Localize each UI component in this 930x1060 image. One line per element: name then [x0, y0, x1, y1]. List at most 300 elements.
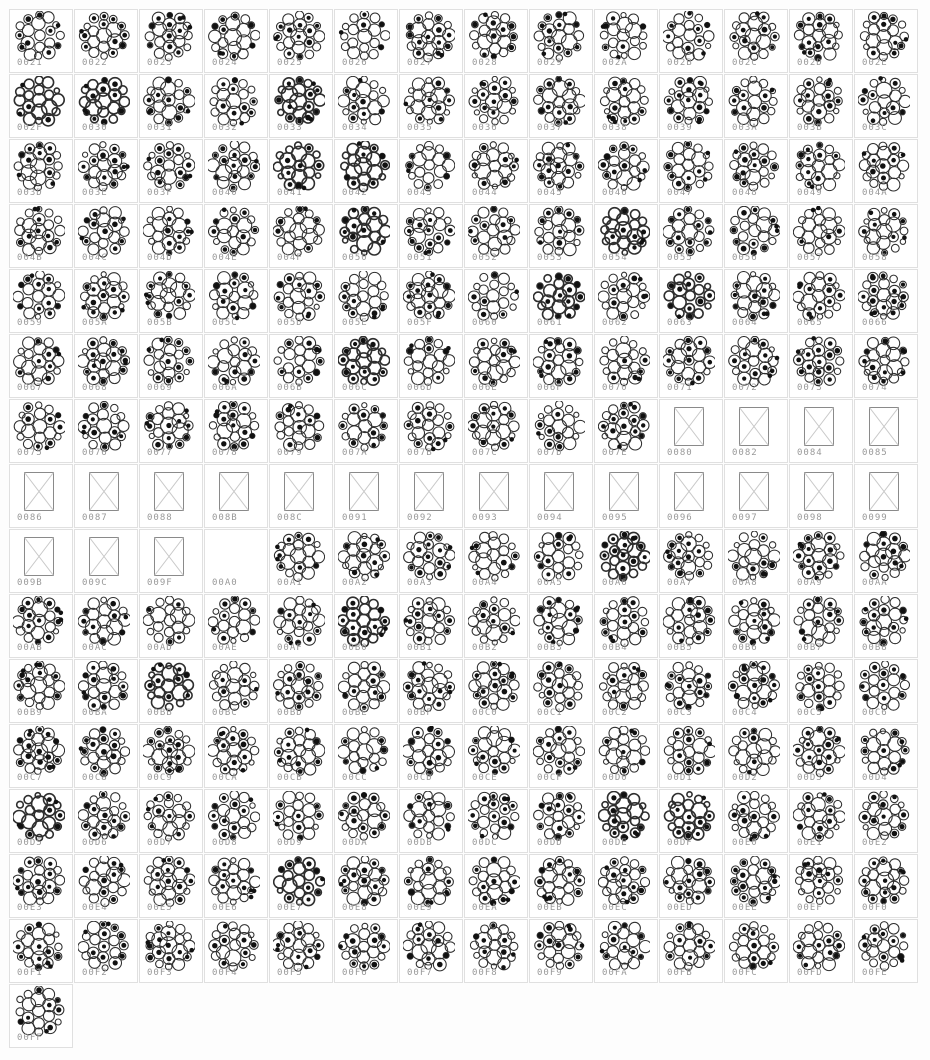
glyph-icon [13, 401, 65, 453]
codepoint-label: 0058 [862, 253, 888, 263]
glyph-cell-007B[interactable] [399, 399, 463, 463]
glyph-cell-0045[interactable] [529, 139, 593, 203]
glyph-cell-00FD[interactable] [789, 919, 853, 983]
glyph-icon [663, 271, 715, 323]
glyph-icon [78, 661, 130, 713]
glyph-cell-00D9[interactable] [269, 789, 333, 853]
codepoint-label: 00E1 [797, 838, 823, 848]
glyph-cell-00FA[interactable] [594, 919, 658, 983]
glyph-cell-0085[interactable] [854, 399, 918, 463]
glyph-cell-00BA[interactable] [74, 659, 138, 723]
codepoint-label: 00E4 [82, 903, 108, 913]
glyph-cell-00ED[interactable] [659, 854, 723, 918]
notdef-box-icon [13, 466, 65, 518]
glyph-cell-00F5[interactable] [269, 919, 333, 983]
glyph-cell-00A7[interactable] [659, 529, 723, 593]
glyph-cell-0039[interactable] [659, 74, 723, 138]
glyph-icon [858, 11, 910, 63]
glyph-cell-00EC[interactable] [594, 854, 658, 918]
glyph-cell-0080[interactable] [659, 399, 723, 463]
glyph-icon [78, 76, 130, 128]
glyph-cell-00D1[interactable] [659, 724, 723, 788]
glyph-cell-0037[interactable] [529, 74, 593, 138]
codepoint-label: 00E9 [407, 903, 433, 913]
codepoint-label: 004E [212, 253, 238, 263]
codepoint-label: 0091 [342, 513, 368, 523]
glyph-cell-00CF[interactable] [529, 724, 593, 788]
glyph-cell-0099[interactable] [854, 464, 918, 528]
glyph-cell-00B9[interactable] [9, 659, 73, 723]
glyph-icon [533, 531, 585, 583]
glyph-icon [468, 596, 520, 648]
glyph-cell-006C[interactable] [334, 334, 398, 398]
glyph-icon [338, 76, 390, 128]
codepoint-label: 0070 [602, 383, 628, 393]
glyph-cell-0046[interactable] [594, 139, 658, 203]
glyph-cell-0057[interactable] [789, 204, 853, 268]
glyph-icon [78, 401, 130, 453]
glyph-cell-00EB[interactable] [529, 854, 593, 918]
codepoint-label: 0061 [537, 318, 563, 328]
glyph-cell-007A[interactable] [334, 399, 398, 463]
glyph-cell-0048[interactable] [724, 139, 788, 203]
codepoint-label: 0021 [17, 58, 43, 68]
glyph-cell-002F[interactable] [9, 74, 73, 138]
glyph-cell-0029[interactable] [529, 9, 593, 73]
glyph-cell-00DB[interactable] [399, 789, 463, 853]
glyph-icon [468, 661, 520, 713]
glyph-cell-0062[interactable] [594, 269, 658, 333]
glyph-cell-00E0[interactable] [724, 789, 788, 853]
glyph-cell-00C1[interactable] [529, 659, 593, 723]
glyph-cell-00C7[interactable] [9, 724, 73, 788]
glyph-cell-0038[interactable] [594, 74, 658, 138]
glyph-cell-00BB[interactable] [139, 659, 203, 723]
glyph-cell-00A5[interactable] [529, 529, 593, 593]
glyph-cell-008B[interactable] [204, 464, 268, 528]
glyph-cell-00A2[interactable] [334, 529, 398, 593]
glyph-icon [858, 76, 910, 128]
glyph-cell-00DF[interactable] [659, 789, 723, 853]
codepoint-label: 00F7 [407, 968, 433, 978]
codepoint-label: 0051 [407, 253, 433, 263]
glyph-cell-00AF[interactable] [269, 594, 333, 658]
glyph-cell-0032[interactable] [204, 74, 268, 138]
codepoint-label: 0066 [862, 318, 888, 328]
glyph-cell-006A[interactable] [204, 334, 268, 398]
glyph-cell-0096[interactable] [659, 464, 723, 528]
codepoint-label: 0093 [472, 513, 498, 523]
glyph-cell-0074[interactable] [854, 334, 918, 398]
glyph-icon [858, 206, 910, 258]
glyph-cell-00F1[interactable] [9, 919, 73, 983]
notdef-box-icon [403, 466, 455, 518]
glyph-icon [793, 921, 845, 973]
glyph-cell-00FB[interactable] [659, 919, 723, 983]
glyph-cell-0064[interactable] [724, 269, 788, 333]
glyph-cell-00A1[interactable] [269, 529, 333, 593]
codepoint-label: 00CF [537, 773, 563, 783]
glyph-cell-0043[interactable] [399, 139, 463, 203]
glyph-cell-00BC[interactable] [204, 659, 268, 723]
glyph-cell-00AD[interactable] [139, 594, 203, 658]
glyph-cell-004D[interactable] [139, 204, 203, 268]
glyph-cell-0076[interactable] [74, 399, 138, 463]
glyph-cell-0093[interactable] [464, 464, 528, 528]
glyph-cell-00E2[interactable] [854, 789, 918, 853]
codepoint-label: 00B5 [667, 643, 693, 653]
codepoint-label: 00FA [602, 968, 628, 978]
glyph-cell-0078[interactable] [204, 399, 268, 463]
glyph-icon [858, 661, 910, 713]
glyph-cell-00E1[interactable] [789, 789, 853, 853]
glyph-cell-0025[interactable] [269, 9, 333, 73]
codepoint-label: 002C [732, 58, 758, 68]
glyph-cell-00C0[interactable] [464, 659, 528, 723]
glyph-cell-007C[interactable] [464, 399, 528, 463]
glyph-cell-0056[interactable] [724, 204, 788, 268]
glyph-cell-005D[interactable] [269, 269, 333, 333]
codepoint-label: 00F8 [472, 968, 498, 978]
codepoint-label: 00C6 [862, 708, 888, 718]
glyph-cell-00FE[interactable] [854, 919, 918, 983]
glyph-cell-0097[interactable] [724, 464, 788, 528]
glyph-cell-00E9[interactable] [399, 854, 463, 918]
codepoint-label: 004F [277, 253, 303, 263]
glyph-cell-00A0[interactable] [204, 529, 268, 593]
glyph-cell-0063[interactable] [659, 269, 723, 333]
glyph-cell-0092[interactable] [399, 464, 463, 528]
codepoint-label: 00AC [82, 643, 108, 653]
glyph-cell-0094[interactable] [529, 464, 593, 528]
glyph-cell-00F7[interactable] [399, 919, 463, 983]
glyph-cell-00FC[interactable] [724, 919, 788, 983]
codepoint-label: 0022 [82, 58, 108, 68]
codepoint-label: 0088 [147, 513, 173, 523]
glyph-cell-00CC[interactable] [334, 724, 398, 788]
glyph-icon [208, 11, 260, 63]
glyph-cell-004C[interactable] [74, 204, 138, 268]
glyph-cell-00D4[interactable] [854, 724, 918, 788]
glyph-cell-006E[interactable] [464, 334, 528, 398]
glyph-cell-0059[interactable] [9, 269, 73, 333]
glyph-cell-0050[interactable] [334, 204, 398, 268]
glyph-cell-00AB[interactable] [9, 594, 73, 658]
glyph-cell-00C3[interactable] [659, 659, 723, 723]
codepoint-label: 007B [407, 448, 433, 458]
codepoint-label: 00D6 [82, 838, 108, 848]
glyph-icon [403, 141, 455, 193]
glyph-cell-00E4[interactable] [74, 854, 138, 918]
glyph-cell-00A4[interactable] [464, 529, 528, 593]
glyph-cell-0031[interactable] [139, 74, 203, 138]
codepoint-label: 00F0 [862, 903, 888, 913]
glyph-cell-00CB[interactable] [269, 724, 333, 788]
glyph-cell-0077[interactable] [139, 399, 203, 463]
glyph-cell-00A8[interactable] [724, 529, 788, 593]
codepoint-label: 0025 [277, 58, 303, 68]
glyph-cell-00D8[interactable] [204, 789, 268, 853]
glyph-cell-0069[interactable] [139, 334, 203, 398]
glyph-cell-0042[interactable] [334, 139, 398, 203]
glyph-cell-0070[interactable] [594, 334, 658, 398]
glyph-cell-0086[interactable] [9, 464, 73, 528]
glyph-cell-003E[interactable] [74, 139, 138, 203]
glyph-cell-00AC[interactable] [74, 594, 138, 658]
codepoint-label: 00AE [212, 643, 238, 653]
codepoint-label: 006E [472, 383, 498, 393]
glyph-cell-008C[interactable] [269, 464, 333, 528]
glyph-cell-0053[interactable] [529, 204, 593, 268]
glyph-cell-003B[interactable] [789, 74, 853, 138]
glyph-cell-00B3[interactable] [529, 594, 593, 658]
glyph-cell-0087[interactable] [74, 464, 138, 528]
glyph-cell-0052[interactable] [464, 204, 528, 268]
glyph-cell-00B5[interactable] [659, 594, 723, 658]
glyph-icon [208, 856, 260, 908]
glyph-cell-0072[interactable] [724, 334, 788, 398]
glyph-cell-004F[interactable] [269, 204, 333, 268]
glyph-cell-00AE[interactable] [204, 594, 268, 658]
glyph-cell-00EA[interactable] [464, 854, 528, 918]
glyph-cell-0021[interactable] [9, 9, 73, 73]
glyph-cell-00E7[interactable] [269, 854, 333, 918]
glyph-cell-0028[interactable] [464, 9, 528, 73]
glyph-cell-00D6[interactable] [74, 789, 138, 853]
glyph-icon [403, 11, 455, 63]
glyph-cell-0068[interactable] [74, 334, 138, 398]
glyph-cell-0035[interactable] [399, 74, 463, 138]
codepoint-label: 0047 [667, 188, 693, 198]
codepoint-label: 0064 [732, 318, 758, 328]
glyph-cell-00BD[interactable] [269, 659, 333, 723]
glyph-icon [78, 206, 130, 258]
glyph-icon [403, 596, 455, 648]
glyph-icon [468, 856, 520, 908]
glyph-icon [468, 271, 520, 323]
glyph-cell-00B7[interactable] [789, 594, 853, 658]
codepoint-label: 004D [147, 253, 173, 263]
glyph-cell-00BF[interactable] [399, 659, 463, 723]
codepoint-label: 00DA [342, 838, 368, 848]
codepoint-label: 00CA [212, 773, 238, 783]
glyph-cell-0049[interactable] [789, 139, 853, 203]
glyph-cell-009C[interactable] [74, 529, 138, 593]
glyph-cell-006D[interactable] [399, 334, 463, 398]
glyph-cell-00DD[interactable] [529, 789, 593, 853]
glyph-cell-0065[interactable] [789, 269, 853, 333]
glyph-cell-00B6[interactable] [724, 594, 788, 658]
glyph-cell-00FF[interactable] [9, 984, 73, 1048]
glyph-icon [273, 76, 325, 128]
glyph-cell-0088[interactable] [139, 464, 203, 528]
codepoint-label: 0069 [147, 383, 173, 393]
glyph-cell-0055[interactable] [659, 204, 723, 268]
glyph-icon [273, 596, 325, 648]
glyph-cell-0051[interactable] [399, 204, 463, 268]
glyph-cell-003D[interactable] [9, 139, 73, 203]
glyph-cell-00D2[interactable] [724, 724, 788, 788]
glyph-icon [793, 76, 845, 128]
glyph-cell-00DC[interactable] [464, 789, 528, 853]
glyph-icon [338, 596, 390, 648]
glyph-cell-0047[interactable] [659, 139, 723, 203]
glyph-cell-0095[interactable] [594, 464, 658, 528]
codepoint-label: 00D1 [667, 773, 693, 783]
glyph-cell-0030[interactable] [74, 74, 138, 138]
codepoint-label: 0078 [212, 448, 238, 458]
glyph-cell-002B[interactable] [659, 9, 723, 73]
glyph-cell-004B[interactable] [9, 204, 73, 268]
glyph-cell-00F6[interactable] [334, 919, 398, 983]
glyph-cell-002D[interactable] [789, 9, 853, 73]
glyph-cell-00C6[interactable] [854, 659, 918, 723]
glyph-cell-003C[interactable] [854, 74, 918, 138]
glyph-cell-00CA[interactable] [204, 724, 268, 788]
glyph-cell-00BE[interactable] [334, 659, 398, 723]
glyph-cell-00E8[interactable] [334, 854, 398, 918]
glyph-cell-002A[interactable] [594, 9, 658, 73]
glyph-cell-0024[interactable] [204, 9, 268, 73]
glyph-cell-0073[interactable] [789, 334, 853, 398]
glyph-cell-00EF[interactable] [789, 854, 853, 918]
glyph-cell-009F[interactable] [139, 529, 203, 593]
glyph-cell-00F9[interactable] [529, 919, 593, 983]
glyph-cell-00CD[interactable] [399, 724, 463, 788]
glyph-cell-00E3[interactable] [9, 854, 73, 918]
glyph-cell-0058[interactable] [854, 204, 918, 268]
glyph-cell-00D3[interactable] [789, 724, 853, 788]
glyph-cell-00C2[interactable] [594, 659, 658, 723]
codepoint-label: 00F4 [212, 968, 238, 978]
glyph-cell-00C4[interactable] [724, 659, 788, 723]
glyph-cell-0079[interactable] [269, 399, 333, 463]
glyph-cell-00E6[interactable] [204, 854, 268, 918]
glyph-cell-007D[interactable] [529, 399, 593, 463]
glyph-cell-005B[interactable] [139, 269, 203, 333]
glyph-cell-00F3[interactable] [139, 919, 203, 983]
codepoint-label: 007C [472, 448, 498, 458]
glyph-cell-0066[interactable] [854, 269, 918, 333]
glyph-cell-00C8[interactable] [74, 724, 138, 788]
codepoint-label: 0041 [277, 188, 303, 198]
glyph-icon [598, 726, 650, 778]
glyph-cell-00B4[interactable] [594, 594, 658, 658]
glyph-icon [208, 596, 260, 648]
glyph-cell-004E[interactable] [204, 204, 268, 268]
codepoint-label: 0038 [602, 123, 628, 133]
glyph-cell-0022[interactable] [74, 9, 138, 73]
glyph-cell-005A[interactable] [74, 269, 138, 333]
codepoint-label: 00C0 [472, 708, 498, 718]
glyph-cell-00A6[interactable] [594, 529, 658, 593]
glyph-cell-00AA[interactable] [854, 529, 918, 593]
glyph-icon [273, 661, 325, 713]
glyph-cell-0084[interactable] [789, 399, 853, 463]
glyph-cell-00EE[interactable] [724, 854, 788, 918]
glyph-cell-00F2[interactable] [74, 919, 138, 983]
codepoint-label: 00EE [732, 903, 758, 913]
glyph-cell-0033[interactable] [269, 74, 333, 138]
glyph-cell-0036[interactable] [464, 74, 528, 138]
glyph-icon [598, 141, 650, 193]
glyph-cell-002E[interactable] [854, 9, 918, 73]
glyph-cell-004A[interactable] [854, 139, 918, 203]
glyph-cell-0040[interactable] [204, 139, 268, 203]
glyph-cell-0027[interactable] [399, 9, 463, 73]
glyph-cell-0026[interactable] [334, 9, 398, 73]
glyph-cell-0098[interactable] [789, 464, 853, 528]
glyph-cell-00DE[interactable] [594, 789, 658, 853]
codepoint-label: 00AB [17, 643, 43, 653]
glyph-cell-0034[interactable] [334, 74, 398, 138]
glyph-icon [13, 921, 65, 973]
glyph-cell-0091[interactable] [334, 464, 398, 528]
codepoint-label: 00B6 [732, 643, 758, 653]
glyph-cell-0044[interactable] [464, 139, 528, 203]
glyph-cell-00D5[interactable] [9, 789, 73, 853]
glyph-cell-0023[interactable] [139, 9, 203, 73]
glyph-cell-00D7[interactable] [139, 789, 203, 853]
glyph-cell-00B8[interactable] [854, 594, 918, 658]
glyph-cell-00E5[interactable] [139, 854, 203, 918]
glyph-icon [338, 11, 390, 63]
glyph-cell-0075[interactable] [9, 399, 73, 463]
glyph-cell-00C5[interactable] [789, 659, 853, 723]
glyph-cell-00B0[interactable] [334, 594, 398, 658]
glyph-icon [793, 336, 845, 388]
glyph-cell-009B[interactable] [9, 529, 73, 593]
glyph-cell-003F[interactable] [139, 139, 203, 203]
codepoint-label: 00FD [797, 968, 823, 978]
glyph-cell-007E[interactable] [594, 399, 658, 463]
codepoint-label: 0074 [862, 383, 888, 393]
glyph-cell-00F0[interactable] [854, 854, 918, 918]
glyph-icon [338, 271, 390, 323]
glyph-cell-006B[interactable] [269, 334, 333, 398]
glyph-cell-00B2[interactable] [464, 594, 528, 658]
glyph-cell-0071[interactable] [659, 334, 723, 398]
glyph-cell-0061[interactable] [529, 269, 593, 333]
codepoint-label: 0098 [797, 513, 823, 523]
glyph-cell-0041[interactable] [269, 139, 333, 203]
glyph-cell-00A3[interactable] [399, 529, 463, 593]
glyph-cell-0060[interactable] [464, 269, 528, 333]
codepoint-label: 00CE [472, 773, 498, 783]
notdef-box-icon [663, 401, 715, 453]
glyph-cell-00C9[interactable] [139, 724, 203, 788]
glyph-icon [273, 206, 325, 258]
glyph-cell-00F4[interactable] [204, 919, 268, 983]
glyph-cell-00DA[interactable] [334, 789, 398, 853]
glyph-cell-003A[interactable] [724, 74, 788, 138]
glyph-cell-005C[interactable] [204, 269, 268, 333]
glyph-cell-00CE[interactable] [464, 724, 528, 788]
glyph-icon [728, 856, 780, 908]
glyph-cell-00D0[interactable] [594, 724, 658, 788]
glyph-cell-005F[interactable] [399, 269, 463, 333]
glyph-cell-005E[interactable] [334, 269, 398, 333]
glyph-cell-0082[interactable] [724, 399, 788, 463]
glyph-cell-0067[interactable] [9, 334, 73, 398]
glyph-cell-00B1[interactable] [399, 594, 463, 658]
glyph-cell-002C[interactable] [724, 9, 788, 73]
glyph-cell-006F[interactable] [529, 334, 593, 398]
glyph-cell-00A9[interactable] [789, 529, 853, 593]
glyph-cell-00F8[interactable] [464, 919, 528, 983]
codepoint-label: 00D4 [862, 773, 888, 783]
glyph-cell-0054[interactable] [594, 204, 658, 268]
